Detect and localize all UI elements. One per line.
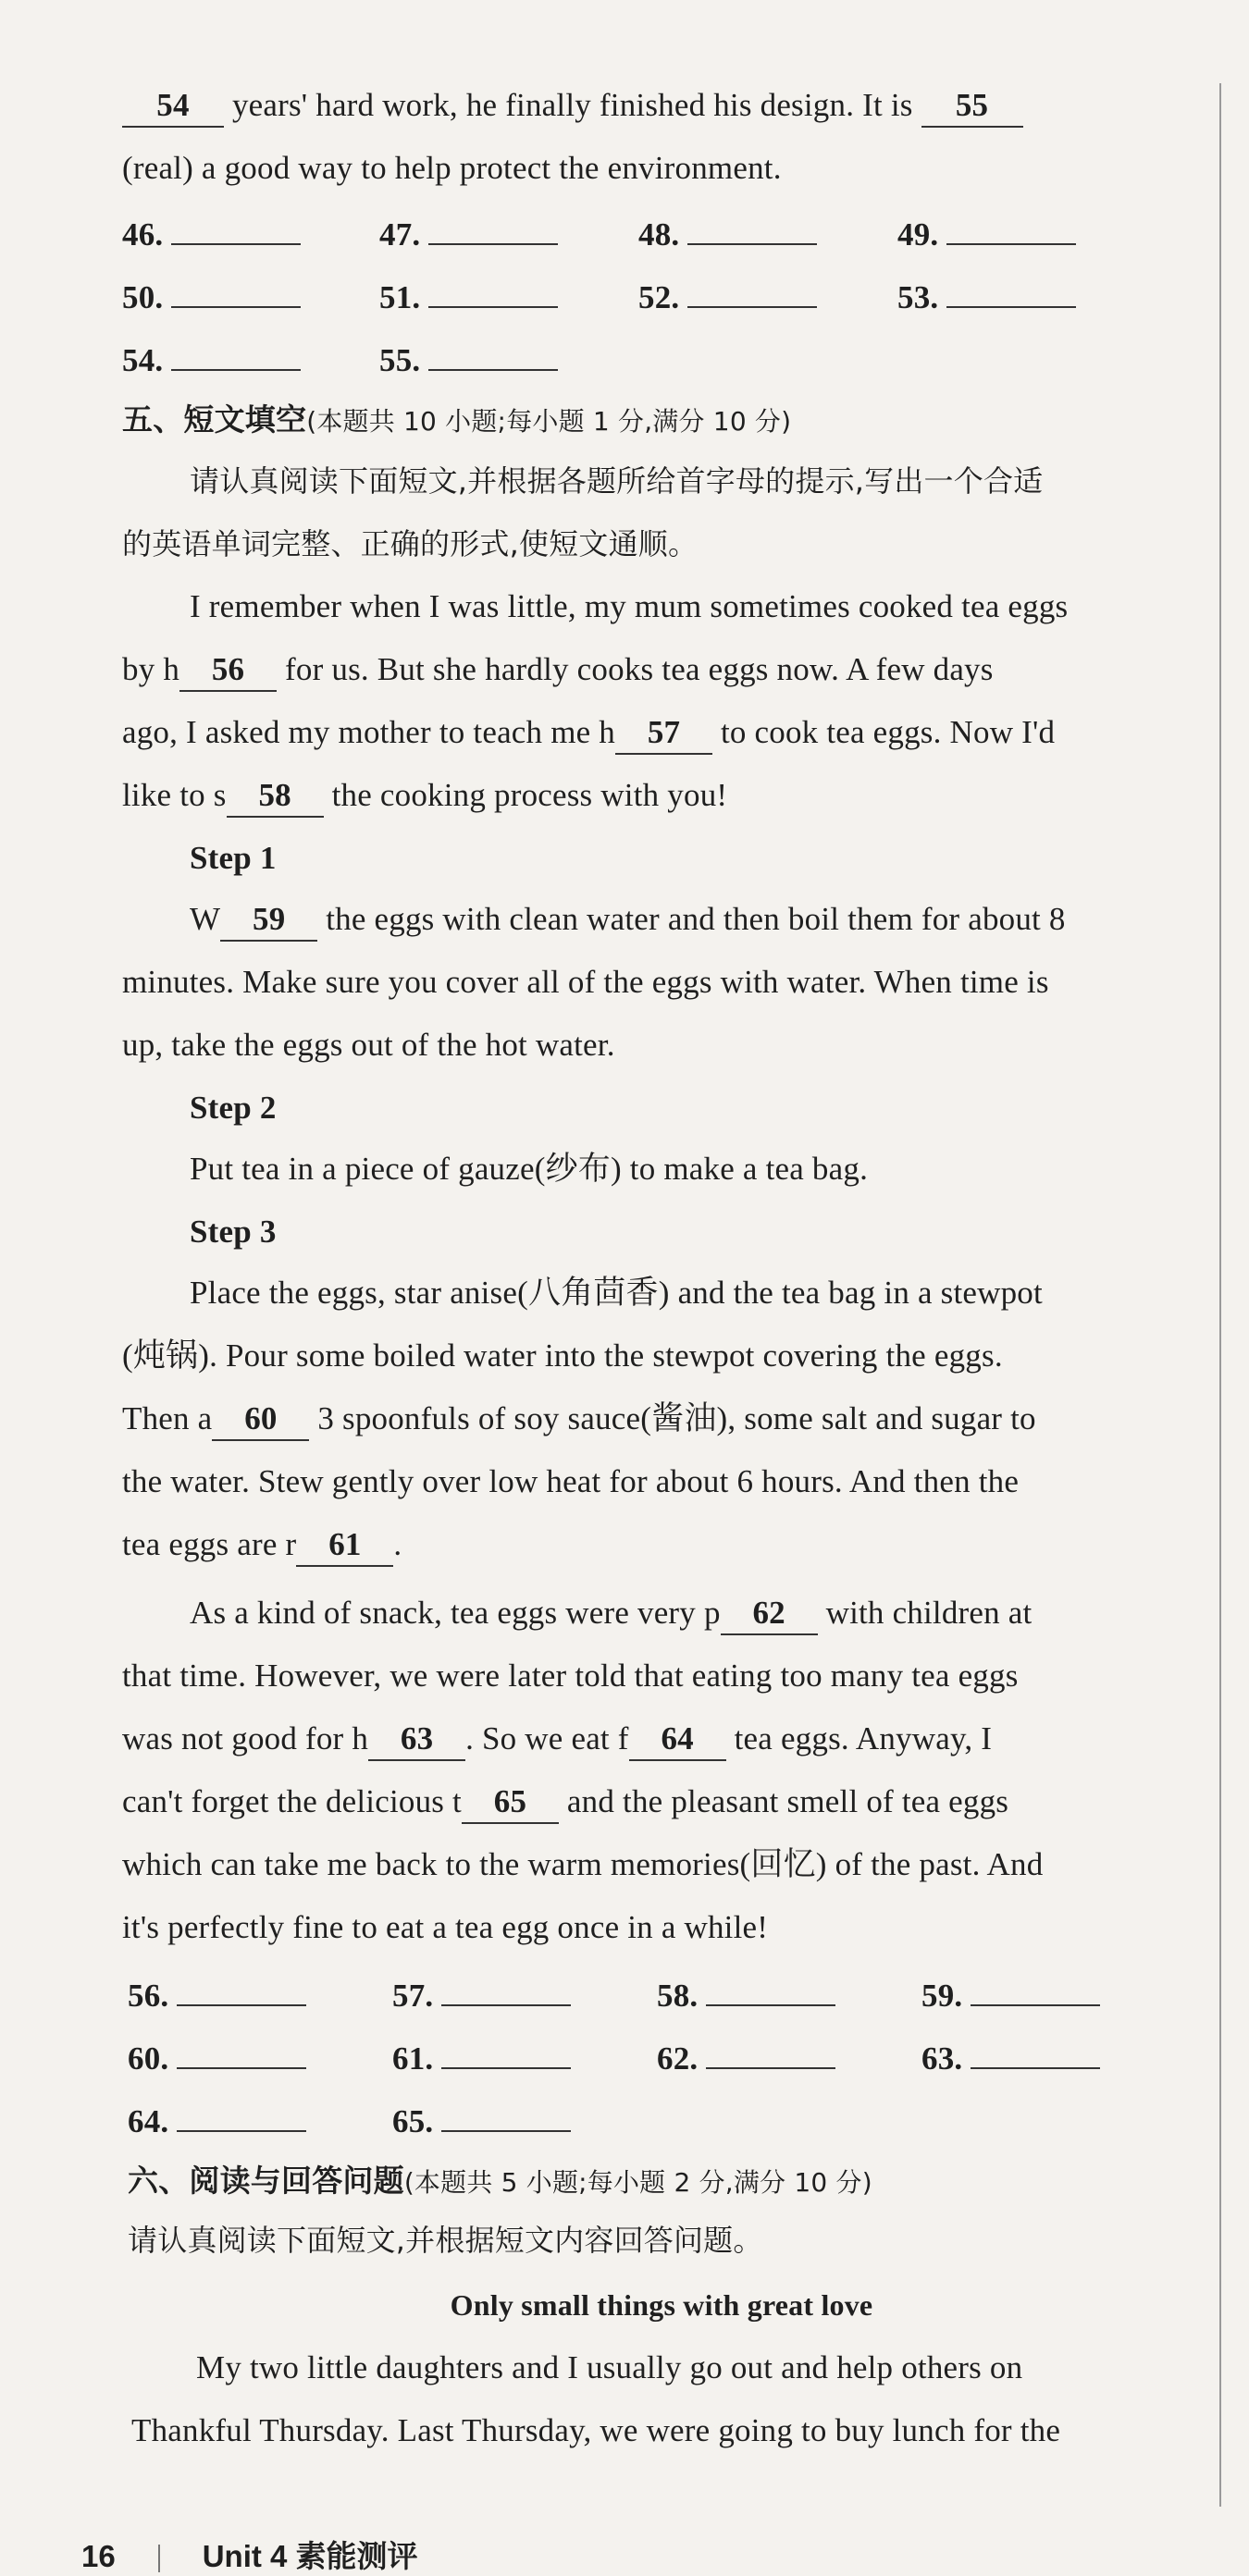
answer-line[interactable] xyxy=(441,2001,571,2006)
answer-line[interactable] xyxy=(177,2064,306,2069)
answer-blank-65[interactable]: 65 xyxy=(462,1781,559,1824)
answer-line[interactable] xyxy=(971,2064,1100,2069)
answer-blank-62[interactable]: 62 xyxy=(721,1593,818,1635)
answer-line[interactable] xyxy=(177,2126,306,2132)
answer-line[interactable] xyxy=(177,2001,306,2006)
text-line: minutes. Make sure you cover all of the eggs with water. When time is xyxy=(122,964,1049,1000)
step-heading: Step 2 xyxy=(190,1090,277,1126)
unit-label: Unit 4 素能测评 xyxy=(202,2539,418,2573)
passage-title: Only small things with great love xyxy=(450,2288,873,2322)
section-note: (本题共 10 小题;每小题 1 分,满分 10 分) xyxy=(306,406,792,437)
page-footer xyxy=(81,2533,418,2576)
answer-label: 57. xyxy=(392,1978,434,2014)
text-line: like to s 58 the cooking process with you! xyxy=(122,775,727,818)
text-line: 54 years' hard work, he finally finished his design. It is 55 xyxy=(122,85,1023,128)
answer-label: 51. xyxy=(379,279,421,315)
instruction: 请认真阅读下面短文,并根据短文内容回答问题。 xyxy=(128,2223,763,2258)
text-line: Put tea in a piece of gauze(纱布) to make a tea bag. xyxy=(190,1151,869,1187)
answer-label: 54. xyxy=(122,342,164,378)
section-heading xyxy=(122,400,791,442)
answer-label: 58. xyxy=(657,1978,699,2014)
answer-blank-57[interactable]: 57 xyxy=(615,712,712,755)
page-number: 16 xyxy=(81,2539,116,2573)
answer-label: 48. xyxy=(638,216,680,253)
text-line: Place the eggs, star anise(八角茴香) and the tea bag in a stewpot xyxy=(190,1275,1043,1311)
answer-label: 56. xyxy=(128,1978,169,2014)
text-line: Then a 60 3 spoonfuls of soy sauce(酱油), some salt and sugar to xyxy=(122,1399,1036,1441)
answer-blank-60[interactable]: 60 xyxy=(212,1399,309,1441)
answer-line[interactable] xyxy=(971,2001,1100,2006)
instruction: 请认真阅读下面短文,并根据各题所给首字母的提示,写出一个合适 xyxy=(190,463,1044,499)
answer-label: 60. xyxy=(128,2040,169,2077)
answer-line[interactable] xyxy=(687,240,817,245)
answer-blank-63[interactable]: 63 xyxy=(368,1719,465,1761)
section-heading xyxy=(128,2161,872,2203)
answer-line[interactable] xyxy=(428,302,558,308)
answer-blank-61[interactable]: 61 xyxy=(296,1524,393,1567)
footer-divider xyxy=(158,2545,160,2572)
answer-blank-56[interactable]: 56 xyxy=(179,649,277,692)
text-line: W 59 the eggs with clean water and then boil them for about 8 xyxy=(190,899,1066,942)
text-line: that time. However, we were later told that eating too many tea eggs xyxy=(122,1658,1019,1694)
answer-line[interactable] xyxy=(171,302,301,308)
answer-line[interactable] xyxy=(706,2064,835,2069)
answer-label: 62. xyxy=(657,2040,699,2077)
answer-label: 46. xyxy=(122,216,164,253)
answer-label: 50. xyxy=(122,279,164,315)
answer-line[interactable] xyxy=(171,365,301,371)
answer-line[interactable] xyxy=(706,2001,835,2006)
text-line: As a kind of snack, tea eggs were very p 62 with children at xyxy=(190,1593,1032,1635)
answer-label: 49. xyxy=(897,216,939,253)
answer-label: 63. xyxy=(921,2040,963,2077)
text-line: tea eggs are r 61 . xyxy=(122,1524,402,1567)
text-line: was not good for h 63 . So we eat f 64 tea eggs. Anyway, I xyxy=(122,1719,992,1761)
answer-line[interactable] xyxy=(441,2126,571,2132)
answer-blank-64[interactable]: 64 xyxy=(629,1719,726,1761)
answer-line[interactable] xyxy=(428,365,558,371)
answer-line[interactable] xyxy=(946,302,1076,308)
answer-label: 47. xyxy=(379,216,421,253)
answer-label: 53. xyxy=(897,279,939,315)
step-heading: Step 1 xyxy=(190,840,277,876)
answer-line[interactable] xyxy=(441,2064,571,2069)
margin-rule xyxy=(1219,83,1221,2507)
text-line: by h 56 for us. But she hardly cooks tea eggs now. A few days xyxy=(122,649,994,692)
answer-label: 52. xyxy=(638,279,680,315)
section-note: (本题共 5 小题;每小题 2 分,满分 10 分) xyxy=(403,2167,872,2198)
answer-line[interactable] xyxy=(687,302,817,308)
text-line: it's perfectly fine to eat a tea egg once in a while! xyxy=(122,1909,769,1945)
text-line: which can take me back to the warm memories(回忆) of the past. And xyxy=(122,1846,1044,1882)
answer-blank-54[interactable]: 54 xyxy=(122,85,224,128)
text-line: (real) a good way to help protect the environment. xyxy=(122,150,782,186)
instruction: 的英语单词完整、正确的形式,使短文通顺。 xyxy=(122,526,699,561)
answer-line[interactable] xyxy=(171,240,301,245)
answer-blank-58[interactable]: 58 xyxy=(227,775,324,818)
answer-blank-55[interactable]: 55 xyxy=(921,85,1023,128)
text-line: up, take the eggs out of the hot water. xyxy=(122,1027,615,1063)
answer-line[interactable] xyxy=(428,240,558,245)
text-line: can't forget the delicious t 65 and the pleasant smell of tea eggs xyxy=(122,1781,1008,1824)
section-title: 五、短文填空 xyxy=(122,401,307,438)
answer-label: 61. xyxy=(392,2040,434,2077)
answer-label: 64. xyxy=(128,2103,169,2139)
text-line: ago, I asked my mother to teach me h 57 to cook tea eggs. Now I'd xyxy=(122,712,1055,755)
text-line: I remember when I was little, my mum sometimes cooked tea eggs xyxy=(190,588,1069,624)
answer-line[interactable] xyxy=(946,240,1076,245)
answer-label: 65. xyxy=(392,2103,434,2139)
text-line: Thankful Thursday. Last Thursday, we were going to buy lunch for the xyxy=(131,2412,1061,2448)
text-line: (炖锅). Pour some boiled water into the stewpot covering the eggs. xyxy=(122,1337,1003,1374)
text-line: My two little daughters and I usually go out and help others on xyxy=(196,2349,1023,2385)
step-heading: Step 3 xyxy=(190,1214,277,1250)
section-title: 六、阅读与回答问题 xyxy=(128,2163,404,2199)
answer-blank-59[interactable]: 59 xyxy=(220,899,317,942)
text-line: the water. Stew gently over low heat for about 6 hours. And then the xyxy=(122,1463,1020,1499)
answer-label: 55. xyxy=(379,342,421,378)
answer-label: 59. xyxy=(921,1978,963,2014)
